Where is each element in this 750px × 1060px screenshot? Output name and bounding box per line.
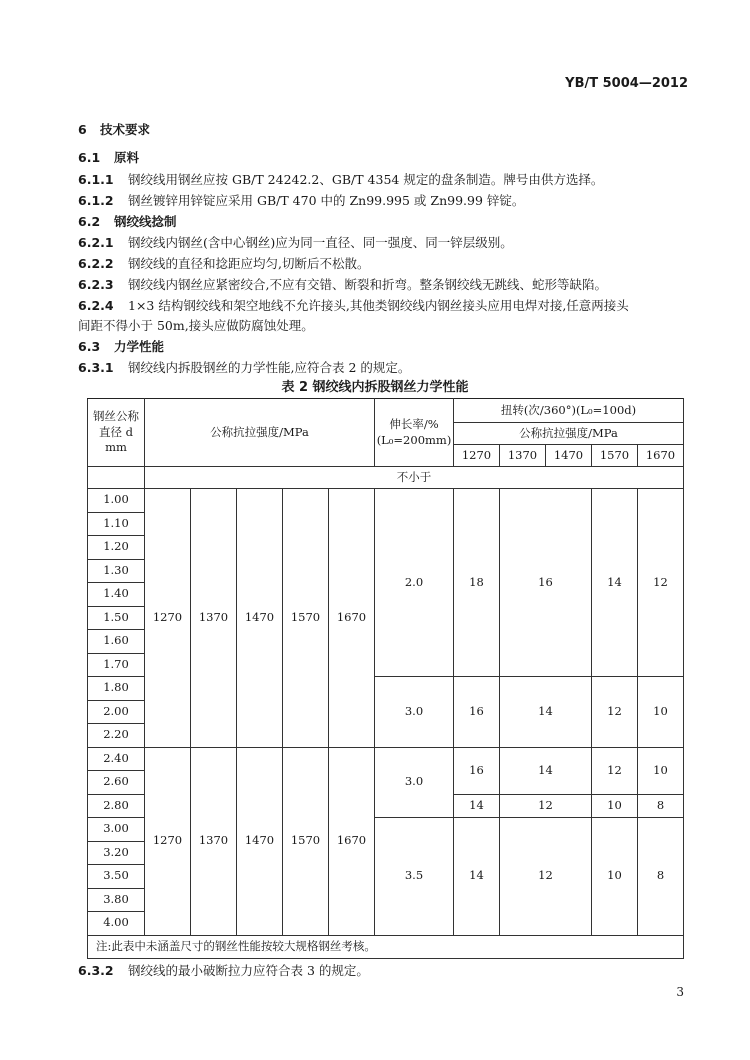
header-torsion-strength: 公称抗拉强度/MPa [454, 423, 684, 445]
strength-cell: 1670 [329, 489, 375, 748]
table-row [88, 489, 684, 513]
header-strength-level: 1370 [500, 445, 546, 467]
text-line [78, 120, 150, 138]
page-number: 3 [676, 985, 684, 999]
diameter-cell: 1.80 [88, 677, 145, 701]
clause-number: 6.2 [78, 214, 101, 229]
diameter-cell: 1.70 [88, 653, 145, 677]
clause-text: 钢绞线的最小破断拉力应符合表 3 的规定。 [128, 963, 369, 978]
clause-number: 6.2.4 [78, 298, 114, 313]
diameter-cell: 2.40 [88, 747, 145, 771]
clause-number: 6.1 [78, 150, 101, 165]
clause-text: 钢绞线的直径和捻距应均匀,切断后不松散。 [128, 256, 370, 271]
elongation-cell: 3.5 [375, 818, 454, 936]
diameter-cell: 1.60 [88, 630, 145, 654]
torsion-cell: 14 [500, 747, 592, 794]
torsion-cell: 8 [638, 794, 684, 818]
torsion-cell: 8 [638, 818, 684, 936]
diameter-cell: 3.50 [88, 865, 145, 889]
standard-code: YB/T 5004—2012 [565, 76, 688, 91]
torsion-cell: 12 [500, 794, 592, 818]
header-diameter: 钢丝公称 直径 d mm [88, 399, 145, 467]
diameter-cell: 2.20 [88, 724, 145, 748]
table-row [88, 467, 684, 489]
torsion-cell: 12 [500, 818, 592, 936]
mechanical-properties-table [87, 398, 684, 959]
text-line [78, 358, 410, 376]
torsion-cell: 14 [454, 794, 500, 818]
text-line [78, 296, 629, 314]
header-strength-level: 1470 [546, 445, 592, 467]
clause-number: 6 [78, 122, 87, 137]
clause-number: 6.2.2 [78, 256, 114, 271]
torsion-cell: 12 [638, 489, 684, 677]
clause-number: 6.1.1 [78, 172, 114, 187]
torsion-cell: 12 [592, 747, 638, 794]
strength-cell: 1370 [191, 489, 237, 748]
clause-number: 6.2.1 [78, 235, 114, 250]
clause-number: 6.3 [78, 339, 101, 354]
clause-text: 钢绞线用钢丝应按 GB/T 24242.2、GB/T 4354 规定的盘条制造。牌号由供方选择。 [128, 172, 604, 187]
torsion-cell: 16 [454, 677, 500, 748]
torsion-cell: 16 [454, 747, 500, 794]
table-note: 注:此表中未涵盖尺寸的钢丝性能按较大规格钢丝考核。 [88, 935, 684, 958]
diameter-cell: 1.20 [88, 536, 145, 560]
clause-number: 6.3.1 [78, 360, 114, 375]
torsion-cell: 10 [592, 794, 638, 818]
diameter-cell: 3.20 [88, 841, 145, 865]
clause-number: 6.3.2 [78, 963, 114, 978]
table-row [88, 747, 684, 771]
elongation-cell: 3.0 [375, 677, 454, 748]
header-elongation: 伸长率/% (L₀=200mm) [375, 399, 454, 467]
strength-cell: 1570 [283, 747, 329, 935]
torsion-cell: 18 [454, 489, 500, 677]
clause-text: 1×3 结构钢绞线和架空地线不允许接头,其他类钢绞线内钢丝接头应用电焊对接,任意两接头 [128, 298, 629, 313]
torsion-cell: 14 [592, 489, 638, 677]
clause-text: 钢绞线捻制 [114, 214, 177, 229]
torsion-cell: 14 [454, 818, 500, 936]
torsion-cell: 10 [638, 747, 684, 794]
diameter-cell: 1.00 [88, 489, 145, 513]
diameter-cell: 1.10 [88, 512, 145, 536]
clause-number: 6.1.2 [78, 193, 114, 208]
text-line [78, 961, 369, 979]
torsion-cell: 10 [592, 818, 638, 936]
text-line [78, 254, 369, 272]
text-line [78, 275, 607, 293]
text-line [78, 316, 314, 334]
diameter-cell: 1.40 [88, 583, 145, 607]
diameter-cell: 2.80 [88, 794, 145, 818]
strength-cell: 1270 [145, 747, 191, 935]
text-line [78, 191, 524, 209]
text-line [78, 233, 513, 251]
table-caption: 表 2 钢绞线内拆股钢丝力学性能 [281, 380, 469, 395]
torsion-cell: 16 [500, 489, 592, 677]
text-line [78, 212, 177, 230]
clause-text: 钢绞线内钢丝应紧密绞合,不应有交错、断裂和折弯。整条钢绞线无跳线、蛇形等缺陷。 [128, 277, 607, 292]
clause-text: 力学性能 [114, 339, 165, 354]
torsion-cell: 10 [638, 677, 684, 748]
text-line [78, 337, 164, 355]
header-strength-level: 1270 [454, 445, 500, 467]
strength-cell: 1470 [237, 489, 283, 748]
diameter-cell: 2.60 [88, 771, 145, 795]
torsion-cell: 12 [592, 677, 638, 748]
diameter-cell: 1.30 [88, 559, 145, 583]
table-row [88, 935, 684, 958]
header-strength: 公称抗拉强度/MPa [145, 399, 375, 467]
clause-number: 6.2.3 [78, 277, 114, 292]
strength-cell: 1270 [145, 489, 191, 748]
torsion-cell: 14 [500, 677, 592, 748]
table-cell [88, 467, 145, 489]
clause-text: 钢绞线内钢丝(含中心钢丝)应为同一直径、同一强度、同一锌层级别。 [128, 235, 513, 250]
diameter-cell: 4.00 [88, 912, 145, 936]
strength-cell: 1370 [191, 747, 237, 935]
header-min-label: 不小于 [145, 467, 684, 489]
clause-text: 技术要求 [100, 122, 151, 137]
header-strength-level: 1570 [592, 445, 638, 467]
text-line [78, 170, 603, 188]
header-torsion: 扭转(次/360°)(L₀=100d) [454, 399, 684, 423]
elongation-cell: 2.0 [375, 489, 454, 677]
header-strength-level: 1670 [638, 445, 684, 467]
text-line [78, 148, 139, 166]
strength-cell: 1470 [237, 747, 283, 935]
elongation-cell: 3.0 [375, 747, 454, 818]
diameter-cell: 1.50 [88, 606, 145, 630]
strength-cell: 1570 [283, 489, 329, 748]
clause-text: 钢丝镀锌用锌锭应采用 GB/T 470 中的 Zn99.995 或 Zn99.99 锌锭。 [128, 193, 525, 208]
strength-cell: 1670 [329, 747, 375, 935]
clause-text: 间距不得小于 50m,接头应做防腐蚀处理。 [78, 318, 314, 333]
table-row [88, 399, 684, 423]
diameter-cell: 3.80 [88, 888, 145, 912]
diameter-cell: 2.00 [88, 700, 145, 724]
clause-text: 原料 [114, 150, 140, 165]
clause-text: 钢绞线内拆股钢丝的力学性能,应符合表 2 的规定。 [128, 360, 411, 375]
diameter-cell: 3.00 [88, 818, 145, 842]
